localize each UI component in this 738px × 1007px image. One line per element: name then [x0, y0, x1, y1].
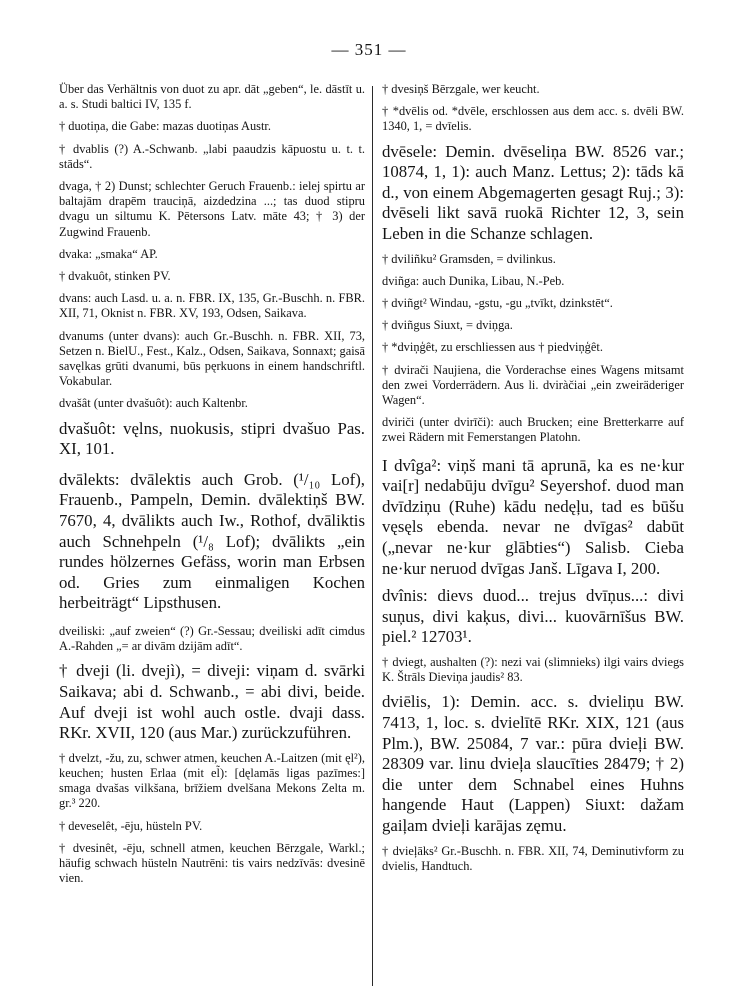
column-divider — [372, 86, 373, 986]
dictionary-entry: † deveselêt, -ēju, hüsteln PV. — [59, 818, 203, 833]
dictionary-entry: dveiliski: „auf zweien“ (?) Gr.-Sessau; dveiliski adīt cimdus A.-Rahden „= ar divām dzijām adīt“. — [59, 624, 365, 654]
dictionary-entry: † dviegt, aushalten (?): nezi vai (slimnieks) ilgi vairs dviegs K. Štrāls Dieviņa jaudis² 83. — [382, 654, 684, 685]
dictionary-entry: † dvirači Naujiena, die Vorderachse eines Wagens mitsamt den zwei Vorderrädern. Aus li. dviràčiai „ein zweiräderiger Wagen“. — [382, 362, 684, 407]
dictionary-entry: dvašuôt: vęlns, nuokusis, stipri dvašuo Pas. XI, 101. — [59, 418, 365, 459]
dictionary-entry: dvanums (unter dvans): auch Gr.-Buschh. n. FBR. XII, 73, Setzen n. BielU., Fest., Kalz., Odsen, Saikava, Sonnaxt; gaisā savęlkas grūti dvanumi, būs pęrkuons in einem handschriftl. Vokabular. — [59, 328, 365, 389]
dictionary-entry: † dvesiņš Bērzgale, wer keucht. — [382, 82, 540, 96]
dictionary-entry: † dvelzt, -žu, zu, schwer atmen, keuchen A.-Laitzen (mit ęl²), keuchen; husten Erlaa (mit el̃): [dęlamās ligas pazīmes:] smaga dvašas vilkšana, brīžiem dvelšana Mekons Zelta m. gr.³ 220. — [59, 750, 365, 811]
left-column — [59, 82, 365, 886]
dictionary-entry: † dviñgt² Windau, -gstu, -gu „tvīkt, dzinkstēt“. — [382, 295, 613, 310]
dictionary-entry: dvans: auch Lasd. u. a. n. FBR. IX, 135, Gr.-Buschh. n. FBR. XII, 71, Oknist n. FBR. XV, 193, Odsen, Saikava. — [59, 291, 365, 321]
dictionary-entry: dvaga, † 2) Dunst; schlechter Geruch Frauenb.: ielej spirtu ar baltajām drapēm trauciņā, aizdedzina ...; tas duod stipru dvagu un siltumu K. Pētersons Latv. māte 43; † 3) der Zugwind Frauenb. — [59, 179, 365, 239]
dictionary-entry: dvālekts: dvālektis auch Grob. (¹/₁₀ Lof), Frauenb., Pampeln, Demin. dvālektiņš BW. 7670, 4, dvālikts auch Iw., Rothof, dvāliktis auch Schnehpeln (¹/₈ Lof); dvālikts „ein rundes hölzernes Gefäss, worin man Erbsen od. Gries zum einmaligen Kochen herbeiträgt“ Lipsthusen. — [59, 469, 365, 613]
dictionary-entry: † dvieļāks² Gr.-Buschh. n. FBR. XII, 74, Deminutivform zu dvielis, Handtuch. — [382, 843, 684, 873]
dictionary-entry: † dvakuôt, stinken PV. — [59, 269, 171, 284]
dictionary-entry: dvaka: „smaka“ AP. — [59, 246, 158, 261]
dictionary-entry: † dviliñku² Gramsden, = dvilinkus. — [382, 251, 556, 266]
dictionary-entry: † dveji (li. dvejì), = diveji: viņam d. svārki Saikava; abi d. Schwanb., = abi divi, beide. Auf dveji ist wohl auch ostle. dvaji dass. RKr. XVII, 120 (aus Mar.) zurückzuführen. — [59, 661, 365, 743]
right-column — [382, 82, 684, 874]
dictionary-entry: I dvîga²: viņš mani tā aprunā, ka es ne·kur vai[r] nedabūju dvīgu² Seyershof. duod man dvīdziņu (Ruhe) kādu nedęļu, tad es būšu vęsęls ebenda. nevar ne dvīgas² dabūt („nevar ne·kur glābties“) Salisb. Cieba ne·kur neruod dvīgas Janš. Līgava I, 200. — [382, 455, 684, 578]
dictionary-entry: † *dviņģêt, zu erschliessen aus † piedviņģêt. — [382, 340, 603, 355]
page-number: — 351 — — [331, 40, 407, 59]
dictionary-entry: dvašât (unter dvašuôt): auch Kaltenbr. — [59, 396, 248, 411]
dictionary-entry: dviēlis, 1): Demin. acc. s. dvieliņu BW. 7413, 1, loc. s. dvielītē RKr. XIX, 121 (aus Plm.), BW. 25084, 7 var.: pūra dvieļi BW. 28309 var. linu dvieļa slaucīties 28479; † 2) die unter dem Schnabel eines Huhns hangende Haut (Lappen) Siuxt: dažam gaiļam dvieļi karājas zęmu. — [382, 692, 684, 835]
dictionary-entry: dviñga: auch Dunika, Libau, N.-Peb. — [382, 273, 565, 288]
dictionary-entry: † dviñgus Siuxt, = dviņga. — [382, 318, 513, 333]
dictionary-entry: † *dvēlis od. *dvēle, erschlossen aus dem acc. s. dvēli BW. 1340, 1, = dvīelis. — [382, 104, 684, 134]
dictionary-entry: † dvesinêt, -ēju, schnell atmen, keuchen Bērzgale, Warkl.; häufig schwach hüsteln Nautrēni: tis vairs nedzīvās: dvesinē vien. — [59, 840, 365, 886]
dictionary-entry: † dvablis (?) A.-Schwanb. „labi paaudzis kāpuostu u. t. t. stāds“. — [59, 141, 365, 171]
dictionary-entry: dvînis: dievs duod... trejus dvīņus...: divi suņus, divi kaķus, divi... kuovārnīšus BW. piel.² 12703¹. — [382, 586, 684, 647]
dictionary-entry: dviriči (unter dvirīči): auch Brucken; eine Bretterkarre auf zwei Rädern mit Femerstangen Platohn. — [382, 415, 684, 445]
dictionary-entry: † duotiņa, die Gabe: mazas duotiņas Austr. — [59, 119, 271, 134]
dictionary-entry: Über das Verhältnis von duot zu apr. dāt „geben“, le. dāstīt u. a. s. Studi baltici IV, 135 f. — [59, 82, 365, 112]
dictionary-entry: dvēsele: Demin. dvēseliņa BW. 8526 var.; 10874, 1, 1): auch Manz. Lettus; 2): tāds kā d., von einem Abgemagerten gesagt Ruj.; 3): dvēseli likt savā ruokā Richter 12, 3, sein Leben in die Schanze schlagen. — [382, 141, 684, 243]
